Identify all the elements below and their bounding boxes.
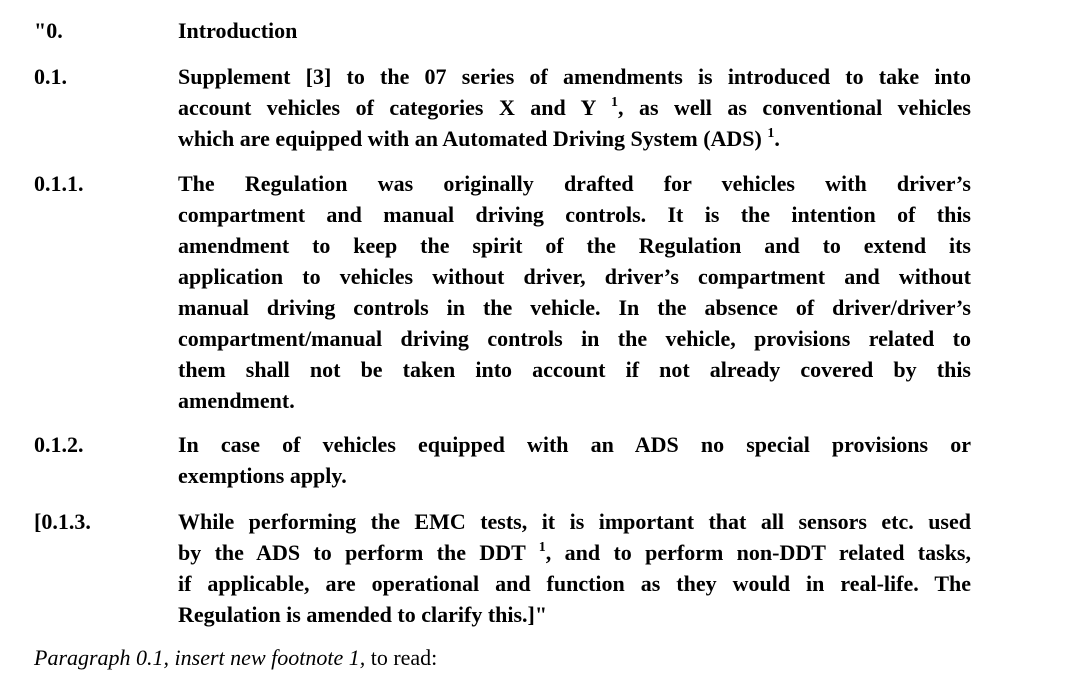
text-line: amendment to keep the spirit of the Regulation and to extend its: [178, 233, 971, 258]
instruction-line: [34, 642, 437, 673]
section-body: [178, 506, 971, 630]
text-run: , as well as conventional vehicles: [618, 95, 971, 120]
section-body: [178, 429, 971, 491]
footnote-ref: 1: [767, 126, 775, 141]
text-line: if applicable, are operational and function as they would in real-life. The: [178, 571, 971, 596]
text-line: The Regulation was originally drafted for vehicles with driver’s: [178, 171, 971, 196]
text-line: compartment/manual driving controls in the vehicle, provisions related to: [178, 326, 971, 351]
instruction-plain: to read:: [365, 645, 438, 670]
section-number: 0.1.1.: [34, 171, 84, 196]
text-run: which are equipped with an Automated Driving System (ADS): [178, 126, 768, 151]
text-line: [178, 123, 971, 154]
heading-text: Introduction: [178, 18, 298, 43]
text-line: In case of vehicles equipped with an ADS no special provisions or: [178, 432, 971, 457]
section-number: 0.1.: [34, 64, 67, 89]
text-line: exemptions apply.: [178, 463, 347, 488]
text-line: compartment and manual driving controls. It is the intention of this: [178, 202, 971, 227]
text-run: .: [774, 126, 780, 151]
text-line: [178, 92, 971, 123]
footnote-ref: 1: [611, 95, 618, 110]
text-line: [178, 537, 971, 568]
section-body: [178, 61, 971, 154]
section-number: 0.1.2.: [34, 432, 84, 457]
section-body: [178, 168, 971, 416]
text-line: While performing the EMC tests, it is important that all sensors etc. used: [178, 509, 971, 534]
text-line: Supplement [3] to the 07 series of amendments is introduced to take into: [178, 64, 971, 89]
text-line: amendment.: [178, 388, 295, 413]
section-number: [0.1.3.: [34, 509, 91, 534]
text-line: Regulation is amended to clarify this.]": [178, 602, 548, 627]
section-heading: [178, 15, 971, 46]
text-line: them shall not be taken into account if not already covered by this: [178, 357, 971, 382]
text-run: by the ADS to perform the DDT: [178, 540, 539, 565]
text-run: , and to perform non-DDT related tasks,: [545, 540, 971, 565]
text-run: account vehicles of categories X and Y: [178, 95, 611, 120]
section-number: "0.: [34, 18, 63, 43]
text-line: application to vehicles without driver, driver’s compartment and without: [178, 264, 971, 289]
instruction-italic: Paragraph 0.1, insert new footnote 1,: [34, 645, 366, 670]
footnote-ref: 1: [538, 540, 546, 555]
text-line: manual driving controls in the vehicle. In the absence of driver/driver’s: [178, 295, 971, 320]
